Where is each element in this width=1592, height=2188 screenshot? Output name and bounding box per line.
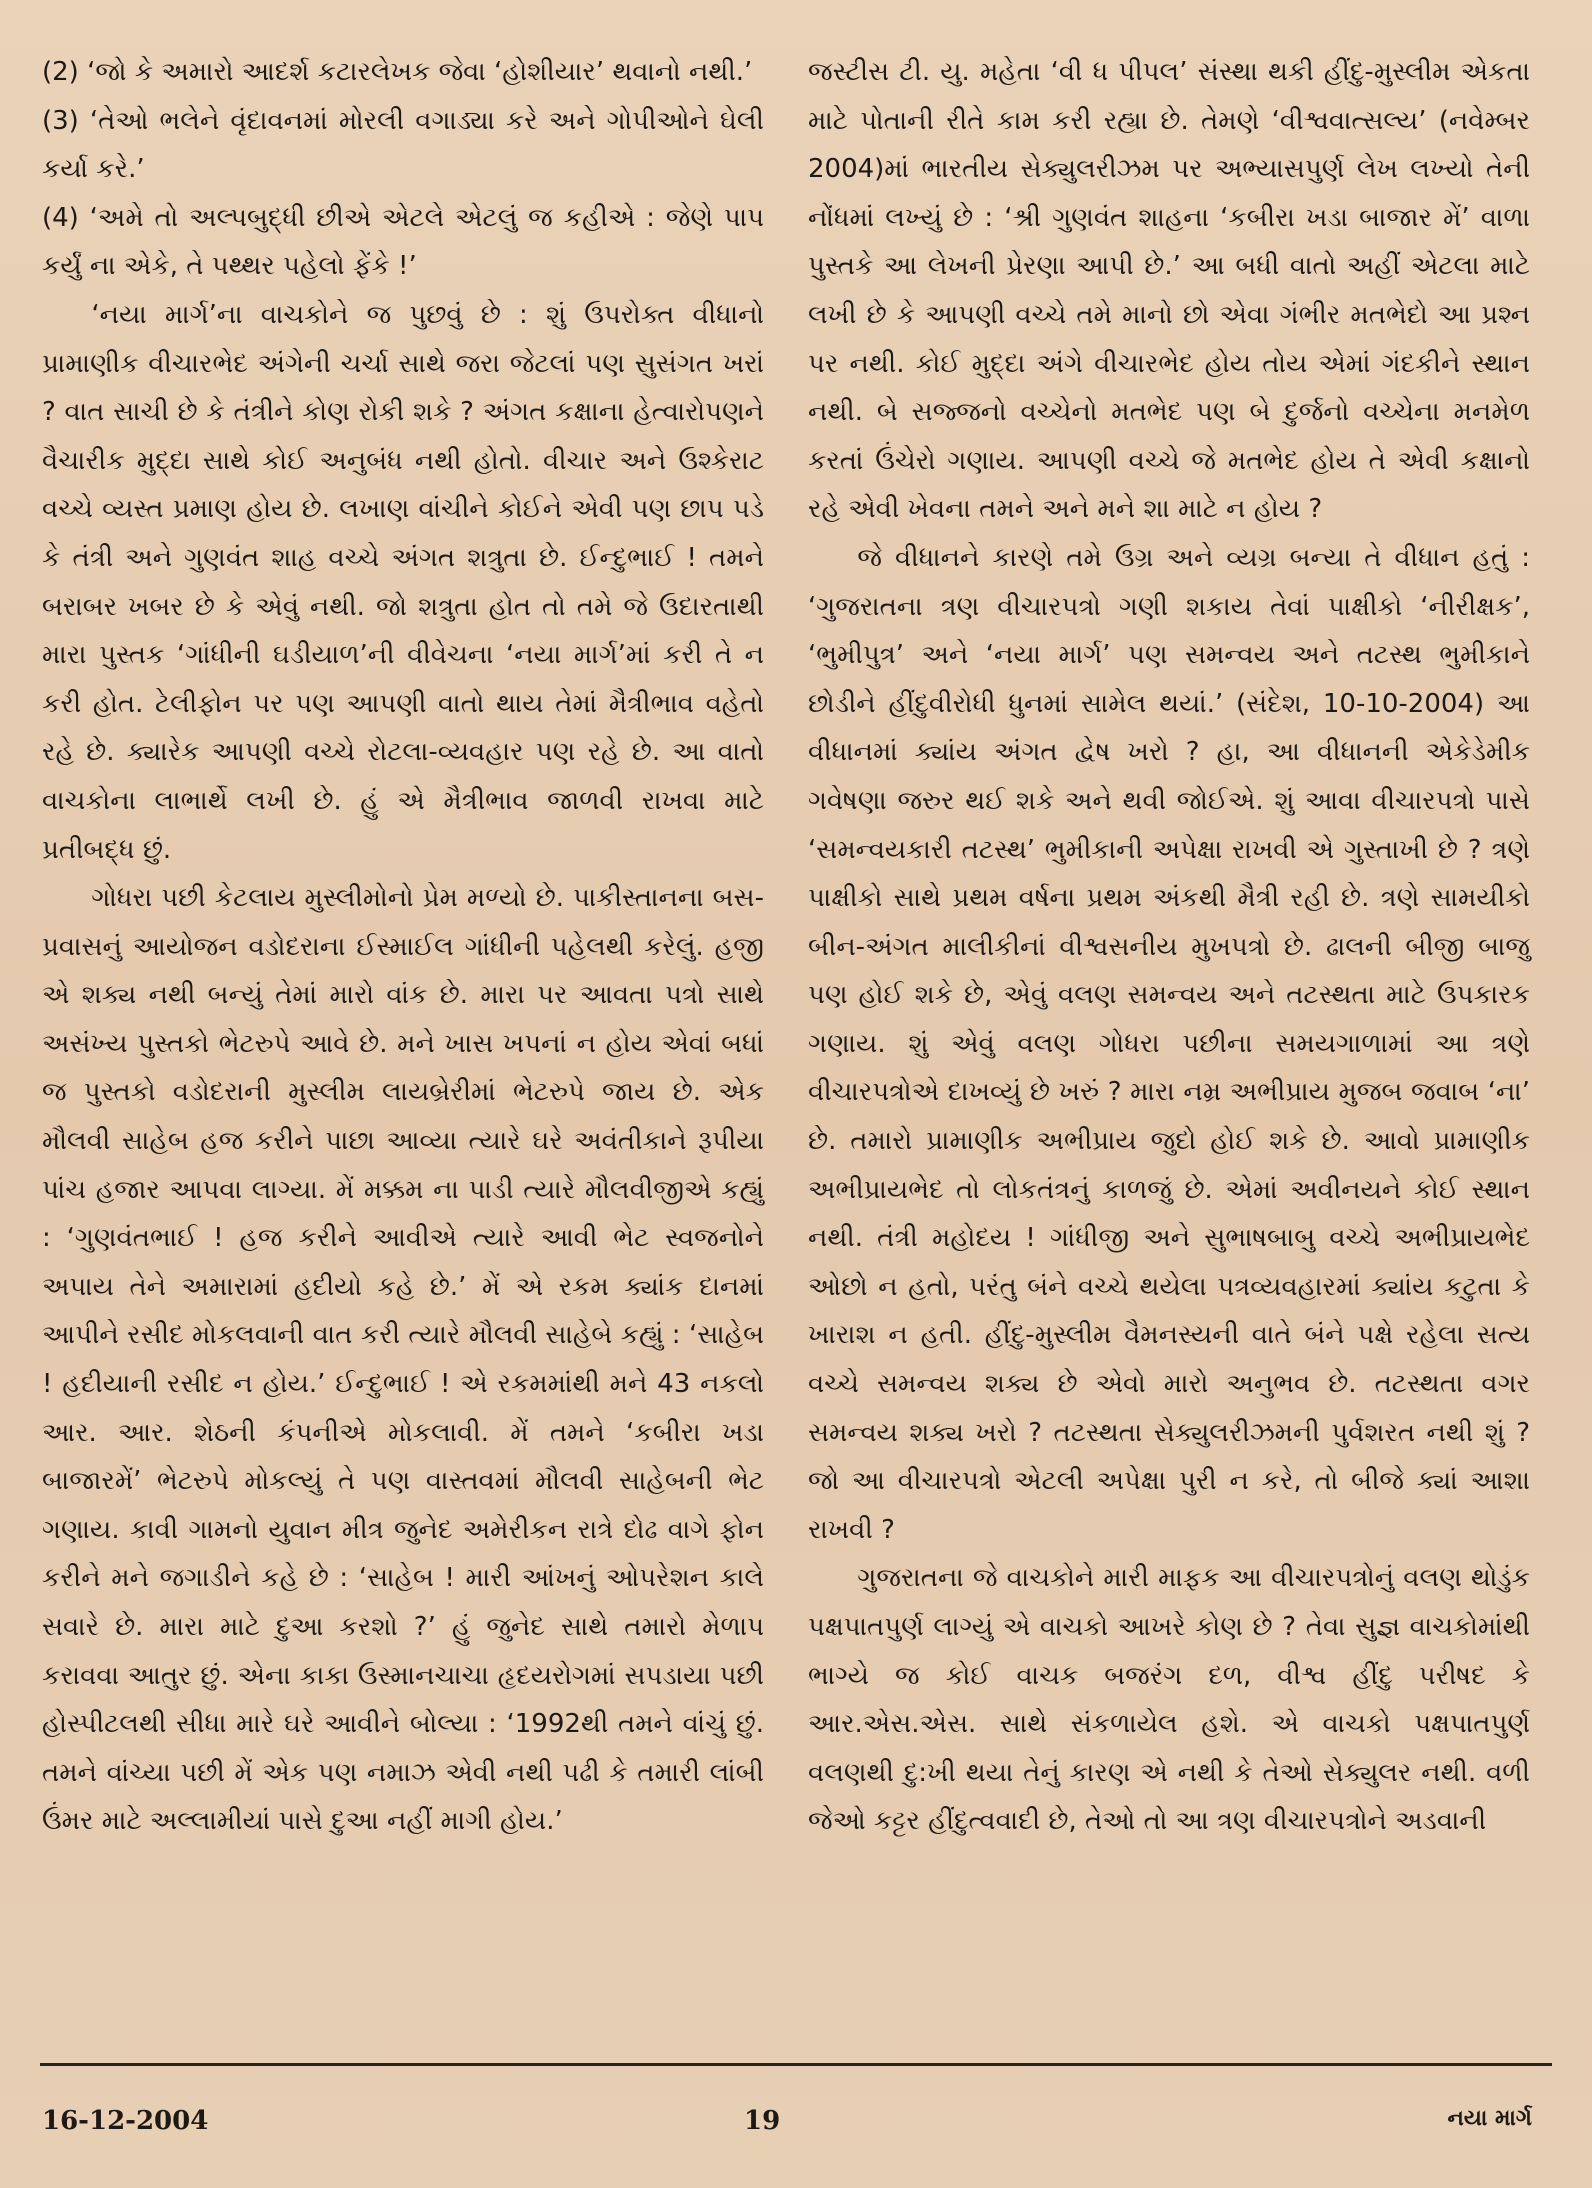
footer-divider bbox=[40, 2063, 1552, 2066]
magazine-name: નયા માર્ગ bbox=[1447, 2106, 1532, 2131]
paragraph: ગોધરા પછી કેટલાય મુસ્લીમોનો પ્રેમ મળ્યો છે. પાકીસ્તાનના બસ-પ્રવાસનું આયોજન વડોદરાના ઈસ્માઈલ ગાંધીની પહેલથી કરેલું. હજી એ શક્ય નથી બન્યું તેમાં મારો વાંક છે. મારા પર આવતા પત્રો સાથે અસંખ્ય પુસ્તકો ભેટરુપે આવે છે. મને ખાસ ખપનાં ન હોય એવાં બધાં જ પુસ્તકો વડોદરાની મુસ્લીમ લાયબ્રેરીમાં ભેટરુપે જાય છે. એક મૌલવી સાહેબ હજ કરીને પાછા આવ્યા ત્યારે ઘરે અવંતીકાને રૂપીયા પાંચ હજાર આપવા લાગ્યા. મેં મક્કમ ના પાડી ત્યારે મૌલવીજીએ કહ્યું : ‘ગુણવંતભાઈ ! હજ કરીને આવીએ ત્યારે આવી ભેટ સ્વજનોને અપાય તેને અમારામાં હદીયો કહે છે.’ મેં એ રકમ ક્યાંક દાનમાં આપીને રસીદ મોકલવાની વાત કરી ત્યારે મૌલવી સાહેબે કહ્યું : ‘સાહેબ ! હદીયાની રસીદ ન હોય.’ ઈન્દુભાઈ ! એ રકમમાંથી મને 43 નકલો આર. આર. શેઠની કંપનીએ મોકલાવી. મેં તમને ‘કબીરા ખડા બાજારમેં’ ભેટરુપે મોકલ્યું તે પણ વાસ્તવમાં મૌલવી સાહેબની ભેટ ગણાય. કાવી ગામનો યુવાન મીત્ર જુનેદ અમેરીકન રાત્રે દોઢ વાગે ફોન કરીને મને જગાડીને કહે છે : ‘સાહેબ ! મારી આંખનું ઓપરેશન કાલે સવારે છે. મારા માટે દુઆ કરશો ?’ હું જુનેદ સાથે તમારો મેળાપ કરાવવા આતુર છું. એના કાકા ઉસ્માનચાચા હૃદયરોગમાં સપડાયા પછી હોસ્પીટલથી સીધા મારે ઘરે આવીને બોલ્યા : ‘1992થી તમને વાંચું છું. તમને વાંચ્યા પછી મેં એક પણ નમાઝ એવી નથી પઢી કે તમારી લાંબી ઉંમર માટે અલ્લામીયાં પાસે દુઆ નહીં માગી હોય.’ bbox=[42, 883, 764, 1837]
left-text-column bbox=[42, 48, 764, 2048]
paragraph: (4) ‘અમે તો અલ્પબુદ્ધી છીએ એટલે એટલું જ કહીએ : જેણે પાપ કર્યું ના એકે, તે પથ્થર પહેલો ફેંકે !’ bbox=[42, 202, 764, 282]
footer-date: 16-12-2004 bbox=[42, 2106, 209, 2136]
page-number: 19 bbox=[744, 2106, 781, 2136]
paragraph: જસ્ટીસ ટી. યુ. મહેતા ‘વી ધ પીપલ’ સંસ્થા થકી હીંદુ-મુસ્લીમ એકતા માટે પોતાની રીતે કામ કરી રહ્યા છે. તેમણે ‘વીશ્વવાત્સલ્ય’ (નવેમ્બર 2004)માં ભારતીય સેક્યુલરીઝમ પર અભ્યાસપુર્ણ લેખ લખ્યો તેની નોંધમાં લખ્યું છે : ‘શ્રી ગુણવંત શાહના ‘કબીરા ખડા બાજાર મેં’ વાળા પુસ્તકે આ લેખની પ્રેરણા આપી છે.’ આ બધી વાતો અહીં એટલા માટે લખી છે કે આપણી વચ્ચે તમે માનો છો એવા ગંભીર મતભેદો આ પ્રશ્ન પર નથી. કોઈ મુદ્દા અંગે વીચારભેદ હોય તોય એમાં ગંદકીને સ્થાન નથી. બે સજ્જનો વચ્ચેનો મતભેદ પણ બે દુર્જનો વચ્ચેના મનમેળ કરતાં ઉંચેરો ગણાય. આપણી વચ્ચે જે મતભેદ હોય તે એવી કક્ષાનો રહે એવી ખેવના તમને અને મને શા માટે ન હોય ? bbox=[808, 57, 1530, 525]
paragraph: (3) ‘તેઓ ભલેને વૃંદાવનમાં મોરલી વગાડ્યા કરે અને ગોપીઓને ઘેલી કર્યા કરે.’ bbox=[42, 105, 764, 185]
right-text-column bbox=[808, 48, 1530, 2048]
paragraph: ‘નયા માર્ગ’ના વાચકોને જ પુછવું છે : શું ઉપરોક્ત વીધાનો પ્રામાણીક વીચારભેદ અંગેની ચર્ચા સાથે જરા જેટલાં પણ સુસંગત ખરાં ? વાત સાચી છે કે તંત્રીને કોણ રોકી શકે ? અંગત કક્ષાના હેત્વારોપણને વૈચારીક મુદ્દા સાથે કોઈ અનુબંધ નથી હોતો. વીચાર અને ઉશ્કેરાટ વચ્ચે વ્યસ્ત પ્રમાણ હોય છે. લખાણ વાંચીને કોઈને એવી પણ છાપ પડે કે તંત્રી અને ગુણવંત શાહ વચ્ચે અંગત શત્રુતા છે. ઈન્દુભાઈ ! તમને બરાબર ખબર છે કે એવું નથી. જો શત્રુતા હોત તો તમે જે ઉદારતાથી મારા પુસ્તક ‘ગાંધીની ઘડીયાળ’ની વીવેચના ‘નયા માર્ગ’માં કરી તે ન કરી હોત. ટેલીફોન પર પણ આપણી વાતો થાય તેમાં મૈત્રીભાવ વહેતો રહે છે. ક્યારેક આપણી વચ્ચે રોટલા-વ્યવહાર પણ રહે છે. આ વાતો વાચકોના લાભાર્થે લખી છે. હું એ મૈત્રીભાવ જાળવી રાખવા માટે પ્રતીબદ્ધ છું. bbox=[42, 299, 764, 865]
paragraph: જે વીધાનને કારણે તમે ઉગ્ર અને વ્યગ્ર બન્યા તે વીધાન હતું : ‘ગુજરાતના ત્રણ વીચારપત્રો ગણી શકાય તેવાં પાક્ષીકો ‘નીરીક્ષક’, ‘ભુમીપુત્ર’ અને ‘નયા માર્ગ’ પણ સમન્વય અને તટસ્થ ભુમીકાને છોડીને હીંદુવીરોધી ધુનમાં સામેલ થયાં.’ (સંદેશ, 10-10-2004) આ વીધાનમાં ક્યાંય અંગત દ્વેષ ખરો ? હા, આ વીધાનની એકેડેમીક ગવેષણા જરુર થઈ શકે અને થવી જોઈએ. શું આવા વીચારપત્રો પાસે ‘સમન્વયકારી તટસ્થ’ ભુમીકાની અપેક્ષા રાખવી એ ગુસ્તાખી છે ? ત્રણે પાક્ષીકો સાથે પ્રથમ વર્ષના પ્રથમ અંકથી મૈત્રી રહી છે. ત્રણે સામયીકો બીન-અંગત માલીકીનાં વીશ્વસનીય મુખપત્રો છે. ઢાલની બીજી બાજુ પણ હોઈ શકે છે, એવું વલણ સમન્વય અને તટસ્થતા માટે ઉપકારક ગણાય. શું એવું વલણ ગોધરા પછીના સમયગાળામાં આ ત્રણે વીચારપત્રોએ દાખવ્યું છે ખરું ? મારા નમ્ર અભીપ્રાય મુજબ જવાબ ‘ના’ છે. તમારો પ્રામાણીક અભીપ્રાય જુદો હોઈ શકે છે. આવો પ્રામાણીક અભીપ્રાયભેદ તો લોકતંત્રનું કાળજું છે. એમાં અવીનયને કોઈ સ્થાન નથી. તંત્રી મહોદય ! ગાંધીજી અને સુભાષબાબુ વચ્ચે અભીપ્રાયભેદ ઓછો ન હતો, પરંતુ બંને વચ્ચે થયેલા પત્રવ્યવહારમાં ક્યાંય કટુતા કે ખારાશ ન હતી. હીંદુ-મુસ્લીમ વૈમનસ્યની વાતે બંને પક્ષે રહેલા સત્ય વચ્ચે સમન્વય શક્ય છે એવો મારો અનુભવ છે. તટસ્થતા વગર સમન્વય શક્ય ખરો ? તટસ્થતા સેક્યુલરીઝમની પુર્વશરત નથી શું ? જો આ વીચારપત્રો એટલી અપેક્ષા પુરી ન કરે, તો બીજે ક્યાં આશા રાખવી ? bbox=[808, 542, 1530, 1545]
paragraph: ગુજરાતના જે વાચકોને મારી માફક આ વીચારપત્રોનું વલણ થોડુંક પક્ષપાતપુર્ણ લાગ્યું એ વાચકો આખરે કોણ છે ? તેવા સુજ્ઞ વાચકોમાંથી ભાગ્યે જ કોઈ વાચક બજરંગ દળ, વીશ્વ હીંદુ પરીષદ કે આર.એસ.એસ. સાથે સંકળાયેલ હશે. એ વાચકો પક્ષપાતપુર્ણ વલણથી દુ:ખી થયા તેનું કારણ એ નથી કે તેઓ સેક્યુલર નથી. વળી જેઓ કટ્ટર હીંદુત્વવાદી છે, તેઓ તો આ ત્રણ વીચારપત્રોને અડવાની bbox=[808, 1563, 1530, 1837]
paragraph: (2) ‘જો કે અમારો આદર્શ કટારલેખક જેવા ‘હોશીયાર’ થવાનો નથી.’ bbox=[42, 57, 753, 87]
